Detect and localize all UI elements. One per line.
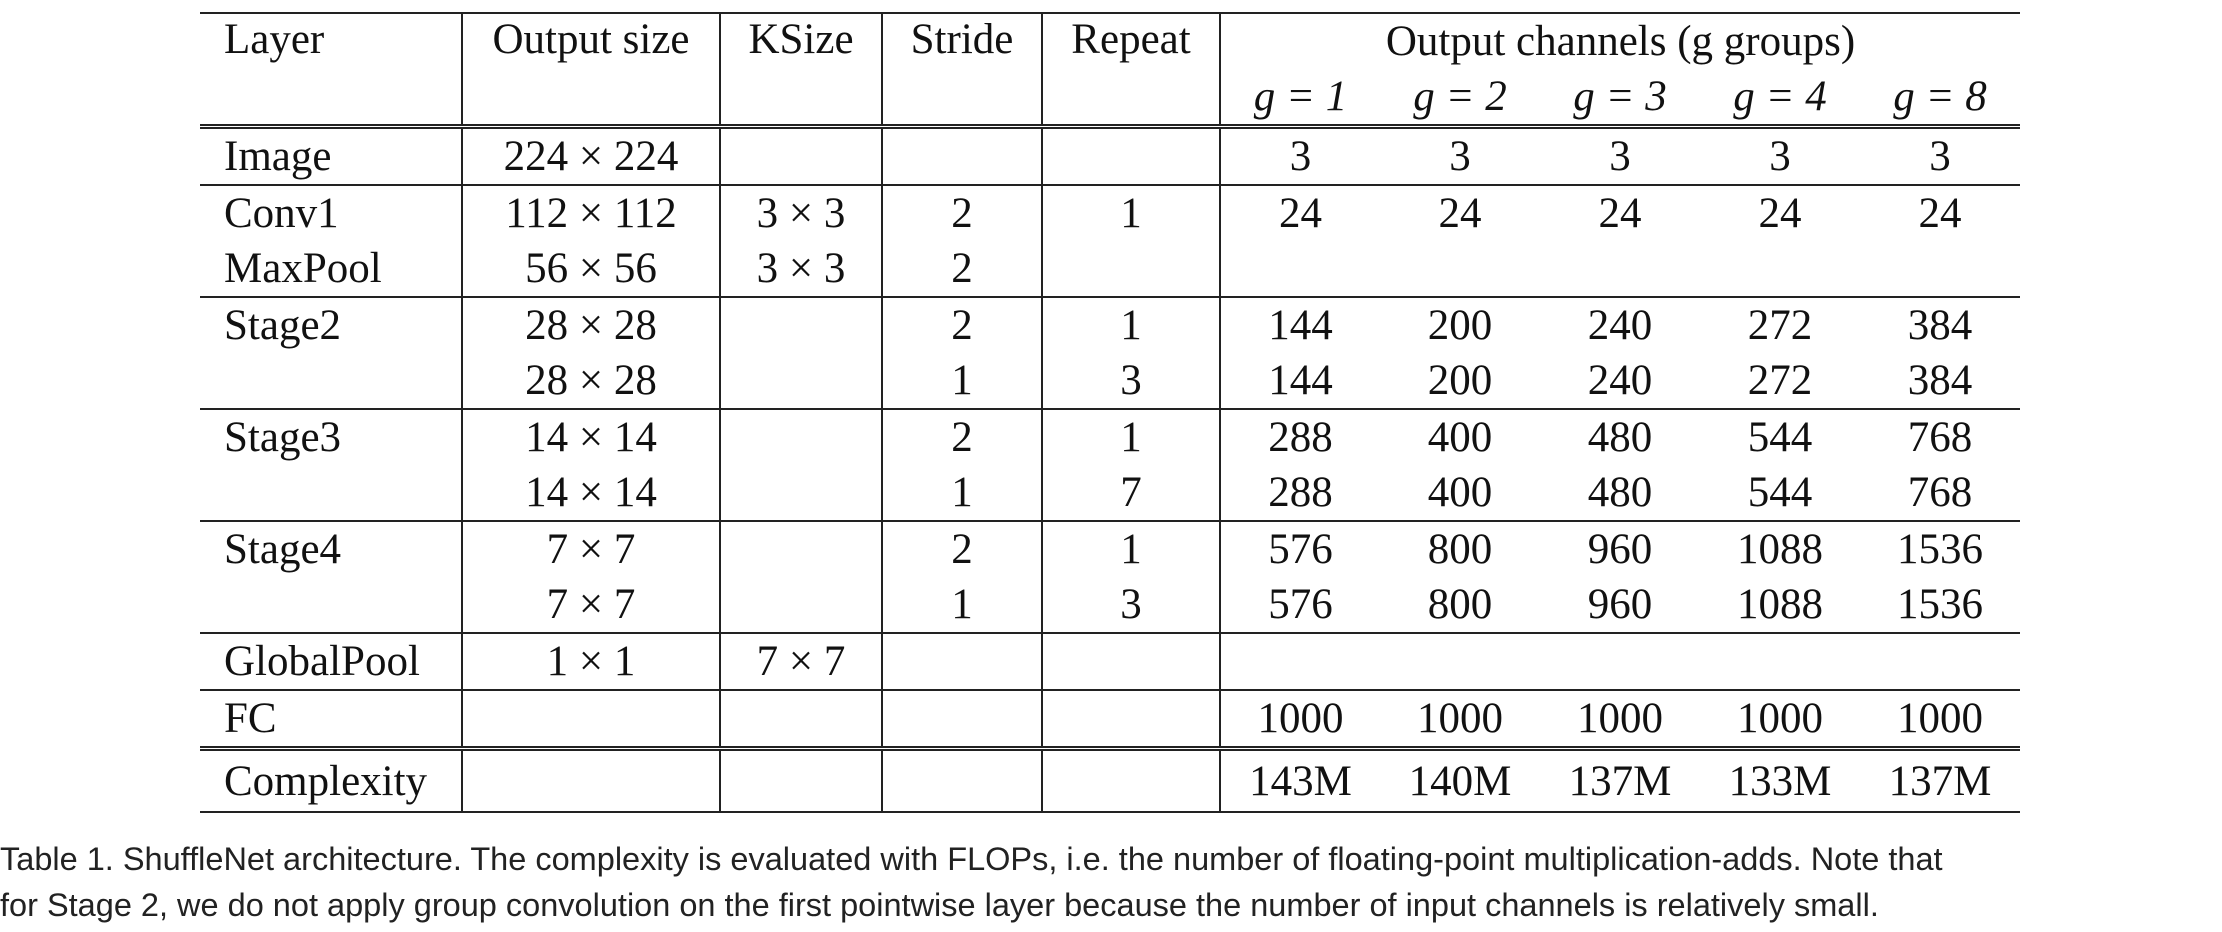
cell-layer bbox=[200, 577, 462, 633]
table-row bbox=[200, 690, 2020, 749]
cell-channels-g1: 3 bbox=[1220, 127, 1380, 186]
cell-channels-g2: 800 bbox=[1427, 581, 1493, 628]
cell-output-size bbox=[462, 749, 720, 813]
cell-channels-g4: 1088 bbox=[1700, 521, 1860, 577]
cell-channels-g8: 3 bbox=[1860, 127, 2020, 186]
cell-channels-g8: 768 bbox=[1860, 409, 2020, 465]
cell-stride: 2 bbox=[882, 521, 1042, 577]
cell-repeat: 1 bbox=[1042, 409, 1220, 465]
cell-complexity-g8: 137M bbox=[1860, 749, 2020, 813]
cell-channels-g2: 800 bbox=[1380, 521, 1540, 577]
table-row bbox=[200, 521, 2020, 577]
cell-output-size: 7 × 7 bbox=[462, 577, 720, 633]
cell-output-size: 28 × 28 bbox=[462, 353, 720, 409]
table-row bbox=[200, 185, 2020, 241]
cell-layer: Image bbox=[200, 127, 462, 186]
table-row bbox=[200, 241, 2020, 297]
cell-repeat: 3 bbox=[1042, 577, 1220, 633]
cell-output-size: 14 × 14 bbox=[462, 409, 720, 465]
cell-output-size: 112 × 112 bbox=[462, 185, 720, 241]
header-repeat: Repeat bbox=[1042, 13, 1220, 127]
table-caption bbox=[0, 836, 2222, 928]
cell-channels-g8: 768 bbox=[1907, 469, 1973, 516]
cell-layer: MaxPool bbox=[200, 241, 462, 297]
cell-channels-g3: 24 bbox=[1540, 185, 1700, 241]
cell-ksize bbox=[720, 353, 882, 409]
cell-channels-g2: 24 bbox=[1380, 185, 1540, 241]
cell-stride: 2 bbox=[882, 409, 1042, 465]
cell-channels-g2: 1000 bbox=[1380, 690, 1540, 749]
cell-stride: 2 bbox=[882, 241, 1042, 297]
table-row bbox=[200, 633, 2020, 690]
cell-stride bbox=[882, 749, 1042, 813]
table-row bbox=[200, 577, 2020, 633]
cell-channels-g8 bbox=[1860, 633, 2020, 690]
header-group-3: g = 3 bbox=[1573, 73, 1667, 120]
cell-channels-g8: 384 bbox=[1860, 297, 2020, 353]
cell-ksize bbox=[720, 749, 882, 813]
caption-line-1: Table 1. ShuffleNet architecture. The complexity is evaluated with FLOPs, i.e. the number of floating-point multiplication-adds. Note that bbox=[0, 841, 1943, 877]
cell-channels-g4: 1000 bbox=[1700, 690, 1860, 749]
cell-output-size: 7 × 7 bbox=[462, 521, 720, 577]
cell-repeat: 1 bbox=[1042, 297, 1220, 353]
cell-channels-g1: 144 bbox=[1220, 297, 1380, 353]
header-row bbox=[200, 13, 2020, 69]
cell-layer bbox=[200, 353, 462, 409]
cell-ksize bbox=[720, 127, 882, 186]
cell-stride: 2 bbox=[882, 297, 1042, 353]
cell-layer: Stage3 bbox=[200, 409, 462, 465]
cell-output-size bbox=[462, 690, 720, 749]
cell-channels-g4: 272 bbox=[1700, 297, 1860, 353]
cell-channels-g3: 960 bbox=[1587, 581, 1653, 628]
cell-channels-g2: 400 bbox=[1427, 469, 1493, 516]
cell-channels-g2: 400 bbox=[1380, 409, 1540, 465]
cell-layer: FC bbox=[200, 690, 462, 749]
cell-complexity-g1: 143M bbox=[1220, 749, 1380, 813]
cell-channels-g3: 960 bbox=[1540, 521, 1700, 577]
header-layer: Layer bbox=[200, 13, 462, 127]
cell-channels-g1: 288 bbox=[1220, 409, 1380, 465]
cell-channels-g8: 384 bbox=[1907, 357, 1973, 404]
cell-channels-g1 bbox=[1220, 241, 1380, 297]
cell-layer: Stage4 bbox=[200, 521, 462, 577]
cell-channels-g3: 240 bbox=[1587, 357, 1653, 404]
cell-channels-g2 bbox=[1380, 633, 1540, 690]
cell-layer bbox=[200, 465, 462, 521]
cell-output-size: 1 × 1 bbox=[462, 633, 720, 690]
header-output-channels: Output channels (g groups) bbox=[1220, 13, 2020, 69]
cell-stride bbox=[882, 633, 1042, 690]
cell-repeat: 1 bbox=[1042, 185, 1220, 241]
cell-channels-g2: 3 bbox=[1380, 127, 1540, 186]
cell-channels-g4: 544 bbox=[1747, 469, 1813, 516]
cell-channels-g8: 1536 bbox=[1897, 581, 1983, 628]
cell-channels-g3: 480 bbox=[1587, 469, 1653, 516]
cell-channels-g3 bbox=[1540, 241, 1700, 297]
table-row bbox=[200, 297, 2020, 353]
header-output-size: Output size bbox=[462, 13, 720, 127]
cell-channels-g1: 24 bbox=[1220, 185, 1380, 241]
header-group-1: g = 1 bbox=[1253, 73, 1348, 120]
cell-channels-g8: 24 bbox=[1860, 185, 2020, 241]
header-stride: Stride bbox=[882, 13, 1042, 127]
cell-repeat: 7 bbox=[1042, 465, 1220, 521]
cell-output-size: 56 × 56 bbox=[462, 241, 720, 297]
cell-output-size: 14 × 14 bbox=[462, 465, 720, 521]
cell-repeat bbox=[1042, 241, 1220, 297]
cell-repeat bbox=[1042, 633, 1220, 690]
cell-complexity-label: Complexity bbox=[200, 749, 462, 813]
architecture-table bbox=[200, 12, 2020, 813]
cell-channels-g4: 24 bbox=[1700, 185, 1860, 241]
caption-line-2: for Stage 2, we do not apply group convolution on the first pointwise layer because the number of input channels is relatively small. bbox=[0, 887, 1879, 923]
cell-stride: 1 bbox=[882, 577, 1042, 633]
header-ksize: KSize bbox=[720, 13, 882, 127]
table-row bbox=[200, 409, 2020, 465]
cell-ksize bbox=[720, 577, 882, 633]
cell-channels-g1: 1000 bbox=[1220, 690, 1380, 749]
cell-ksize bbox=[720, 409, 882, 465]
complexity-row bbox=[200, 749, 2020, 813]
cell-stride bbox=[882, 127, 1042, 186]
cell-channels-g4: 272 bbox=[1747, 357, 1813, 404]
cell-channels-g1 bbox=[1220, 633, 1380, 690]
header-group-2: g = 2 bbox=[1413, 73, 1507, 120]
cell-repeat bbox=[1042, 749, 1220, 813]
cell-channels-g3: 1000 bbox=[1540, 690, 1700, 749]
cell-output-size: 224 × 224 bbox=[462, 127, 720, 186]
cell-stride: 2 bbox=[882, 185, 1042, 241]
cell-ksize: 3 × 3 bbox=[720, 185, 882, 241]
cell-ksize bbox=[720, 465, 882, 521]
cell-channels-g8: 1536 bbox=[1860, 521, 2020, 577]
cell-repeat bbox=[1042, 127, 1220, 186]
cell-output-size: 28 × 28 bbox=[462, 297, 720, 353]
cell-channels-g1: 144 bbox=[1268, 357, 1333, 404]
cell-channels-g1: 576 bbox=[1268, 581, 1333, 628]
cell-ksize: 7 × 7 bbox=[720, 633, 882, 690]
cell-channels-g4 bbox=[1700, 241, 1860, 297]
cell-repeat bbox=[1042, 690, 1220, 749]
cell-layer: GlobalPool bbox=[200, 633, 462, 690]
header-group-8: g = 8 bbox=[1893, 73, 1987, 120]
cell-channels-g3: 240 bbox=[1540, 297, 1700, 353]
cell-channels-g8 bbox=[1860, 241, 2020, 297]
cell-repeat: 1 bbox=[1042, 521, 1220, 577]
cell-ksize bbox=[720, 297, 882, 353]
cell-channels-g4: 1088 bbox=[1737, 581, 1823, 628]
table-row bbox=[200, 465, 2020, 521]
table-row bbox=[200, 127, 2020, 186]
cell-channels-g3 bbox=[1540, 633, 1700, 690]
cell-layer: Stage2 bbox=[200, 297, 462, 353]
table-row bbox=[200, 353, 2020, 409]
cell-complexity-g2: 140M bbox=[1380, 749, 1540, 813]
cell-channels-g2: 200 bbox=[1380, 297, 1540, 353]
cell-repeat: 3 bbox=[1042, 353, 1220, 409]
cell-layer: Conv1 bbox=[200, 185, 462, 241]
cell-channels-g1: 288 bbox=[1268, 469, 1333, 516]
cell-ksize bbox=[720, 690, 882, 749]
cell-channels-g1: 576 bbox=[1220, 521, 1380, 577]
cell-channels-g4 bbox=[1700, 633, 1860, 690]
cell-channels-g3: 3 bbox=[1540, 127, 1700, 186]
cell-stride bbox=[882, 690, 1042, 749]
cell-stride: 1 bbox=[882, 465, 1042, 521]
cell-complexity-g4: 133M bbox=[1700, 749, 1860, 813]
cell-complexity-g3: 137M bbox=[1540, 749, 1700, 813]
cell-channels-g4: 544 bbox=[1700, 409, 1860, 465]
cell-channels-g3: 480 bbox=[1540, 409, 1700, 465]
header-group-4: g = 4 bbox=[1733, 73, 1827, 120]
cell-channels-g2 bbox=[1380, 241, 1540, 297]
cell-channels-g4: 3 bbox=[1700, 127, 1860, 186]
cell-ksize bbox=[720, 521, 882, 577]
cell-channels-g2: 200 bbox=[1427, 357, 1493, 404]
cell-channels-g8: 1000 bbox=[1860, 690, 2020, 749]
cell-ksize: 3 × 3 bbox=[720, 241, 882, 297]
cell-stride: 1 bbox=[882, 353, 1042, 409]
